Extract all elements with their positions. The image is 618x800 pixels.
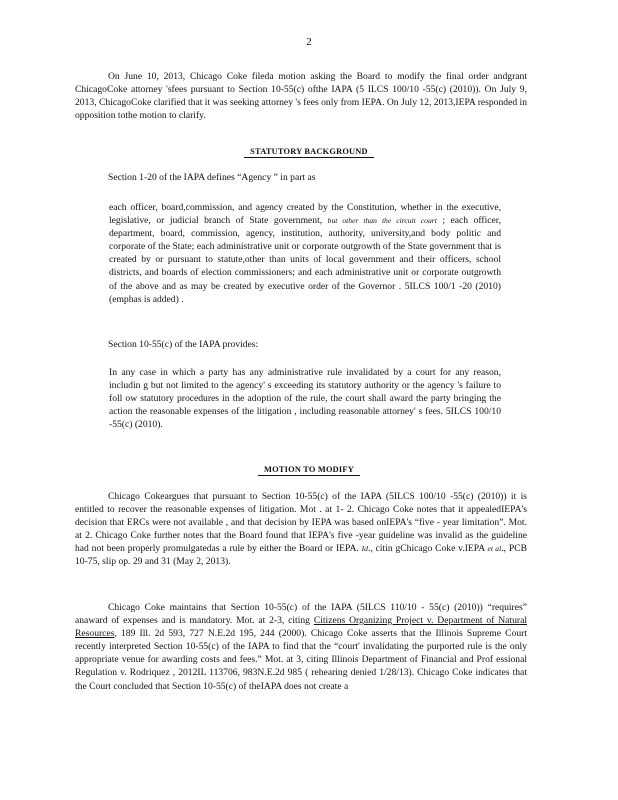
- heading-motion-to-modify: [0, 463, 618, 476]
- block-quote-section-10-55c: [109, 366, 501, 431]
- paragraph-text: ., citin gChicago Coke v.IEPA: [367, 543, 485, 555]
- paragraph-agency-definition-intro: [75, 171, 527, 184]
- paragraph-text: , 189 Ill. 2d 593, 727 N.E.2d 195, 244 (2000). Chicago Coke asserts that the Illinois Supreme Court recently interpreted Section 10-55(c) of the IAPA to find that the “court' invalidating the purported rule is the only appropriate venue for awarding costs and fees.” Mot. at 3, citing Illinois Department of Financial and Prof essional Regulation v. Rodriquez , 2012IL 113706, 983N.E.2d 985 ( rehearing denied 1/28/13). Chicago Coke indicates that the Court concluded that Section 10-55(c) of theIAPA does not create a: [75, 628, 527, 692]
- block-quote-agency-definition: [109, 201, 501, 306]
- paragraph-body: [75, 490, 527, 569]
- quote-text: In any case in which a party has any administrative rule invalidated by a court for any reason, includin g but not limited to the agency' s exceeding its statutory authority or the agency 's failure to foll ow statutory procedures in the adoption of the rule, the court shall award the party bringing the action the reasonable expenses of the litigation , including reasonable attorney' s fees. 5ILCS 100/10 -55(c) (2010).: [109, 367, 501, 431]
- paragraph-text: Chicago Coke maintains that Section 10-55(c) of the IAPA (5ILCS 110/10 - 55(c) (2010)) “requires” anaward of expenses and is mandatory. Mot. at 2-3, citing: [75, 602, 527, 627]
- paragraph-chicago-coke-argues: [75, 490, 527, 569]
- paragraph-text: Chicago Cokeargues that pursuant to Section 10-55(c) of the IAPA (5ILCS 100/10 -55(c) (2010)) it is entitled to recover the reasonable expenses of litigation. Mot . at 1- 2. Chicago Coke notes that it appealedIEPA's decision that ERCs were not available , and that decision by IEPA was based onIEPA's “five - year limitation”. Mot. at 2. Chicago Coke further notes that the Board found that IEPA's five -year guideline was invalid as the guideline had not been properly promulgatedas a rule by either the Board or IEPA.: [75, 491, 527, 555]
- paragraph-text: ., PCB 10-75, slip op. 29 and 31 (May 2, 2013).: [75, 543, 527, 568]
- paragraph-chicago-coke-maintains: [75, 601, 527, 693]
- quote-text: ; each officer, department, board, commission, agency, institution, authority, university,and body politic and corporate of the State; each administrative unit or corporate outgrowth of the State government that is created by or pursuant to statute,other than units of local government and their officers, school districts, and boards of election commissioners; and each administrative unit or corporate outgrowth of the above and as may be created by executive order of the Governor . 5ILCS 100/1 -20 (2010) (emphas is added) .: [109, 215, 501, 305]
- citation-italic: et al: [487, 544, 502, 554]
- heading-text: STATUTORY BACKGROUND: [244, 147, 374, 158]
- paragraph-text: Section 1-20 of the IAPA defines “Agency ” in part as: [108, 172, 316, 183]
- quote-emphasis-text: but other than the circuit court: [327, 216, 437, 226]
- heading-statutory-background: [0, 145, 618, 158]
- paragraph-procedural-history: [75, 70, 527, 122]
- paragraph-text: Section 10-55(c) of the IAPA provides:: [108, 339, 259, 350]
- citation-italic: Id: [361, 544, 368, 554]
- page-number: 2: [306, 36, 312, 48]
- quote-text: each officer, board,commission, and agency created by the Constitution, whether in the executive, legislative, or judicial branch of State government,: [109, 202, 501, 227]
- paragraph-section-provides: [75, 338, 527, 351]
- heading-text: MOTION TO MODIFY: [258, 465, 360, 476]
- case-citation-underlined: Citizens Organizing Project v. Department of Natural Resources: [75, 615, 527, 640]
- paragraph-body: [75, 601, 527, 693]
- paragraph-text: On June 10, 2013, Chicago Coke fileda motion asking the Board to modify the final order andgrant ChicagoCoke attorney 'sfees pursuant to Section 10-55(c) ofthe IAPA (5 ILCS 100/10 -55(c) (2010)). On July 9, 2013, ChicagoCoke clarified that it was seeking attorney 's fees only from IEPA. On July 12, 2013,IEPA responded in opposition tothe motion to clarify.: [75, 71, 527, 122]
